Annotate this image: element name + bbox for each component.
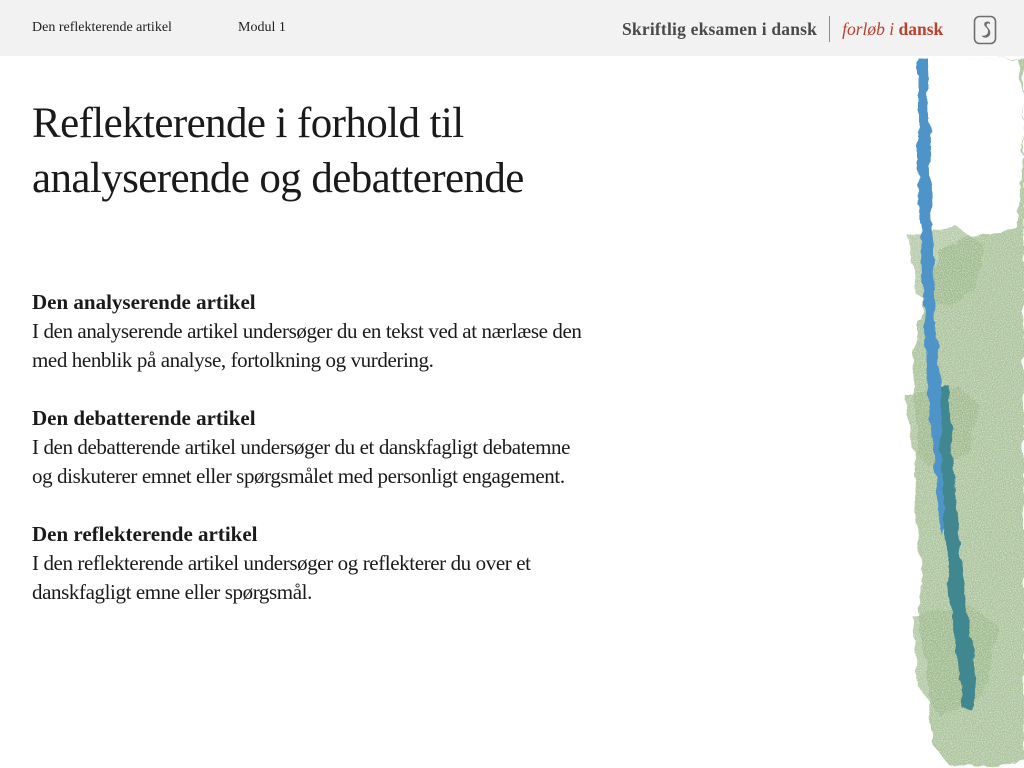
section-text: I den reflekterende artikel undersøger og reflekterer du over et danskfagligt emne eller spørgsmål.	[32, 551, 531, 604]
brand-course-italic: forløb i	[842, 18, 895, 39]
section-text: I den analyserende artikel undersøger du en tekst ved at nærlæse den med henblik på analyse, fortolkning og vurdering.	[32, 319, 582, 372]
breadcrumb-article[interactable]: Den reflekterende artikel	[32, 20, 172, 35]
title-line-1: Reflekterende i forhold til	[32, 100, 464, 147]
brand-divider	[829, 16, 830, 42]
brand[interactable]	[622, 16, 943, 42]
section-analyserende	[32, 288, 592, 375]
breadcrumb-module[interactable]: Modul 1	[238, 20, 286, 35]
paint-stroke-decoration	[888, 56, 1024, 768]
page-title	[32, 96, 852, 206]
brand-course-bold: dansk	[898, 18, 944, 39]
section-debatterende	[32, 404, 592, 491]
section-heading: Den analyserende artikel	[32, 290, 256, 314]
section-reflekterende	[32, 520, 592, 607]
article-types	[32, 288, 592, 636]
brand-course	[842, 19, 943, 40]
title-line-2: analyserende og debatterende	[32, 155, 524, 202]
section-heading: Den debatterende artikel	[32, 406, 256, 430]
section-text: I den debatterende artikel undersøger du et danskfagligt debatemne og diskuterer emnet eller spørgsmålet med personligt engagement.	[32, 435, 571, 488]
top-bar	[0, 0, 1024, 56]
brand-title: Skriftlig eksamen i dansk	[622, 18, 818, 39]
section-heading: Den reflekterende artikel	[32, 522, 258, 546]
swan-logo-icon[interactable]	[973, 15, 997, 45]
